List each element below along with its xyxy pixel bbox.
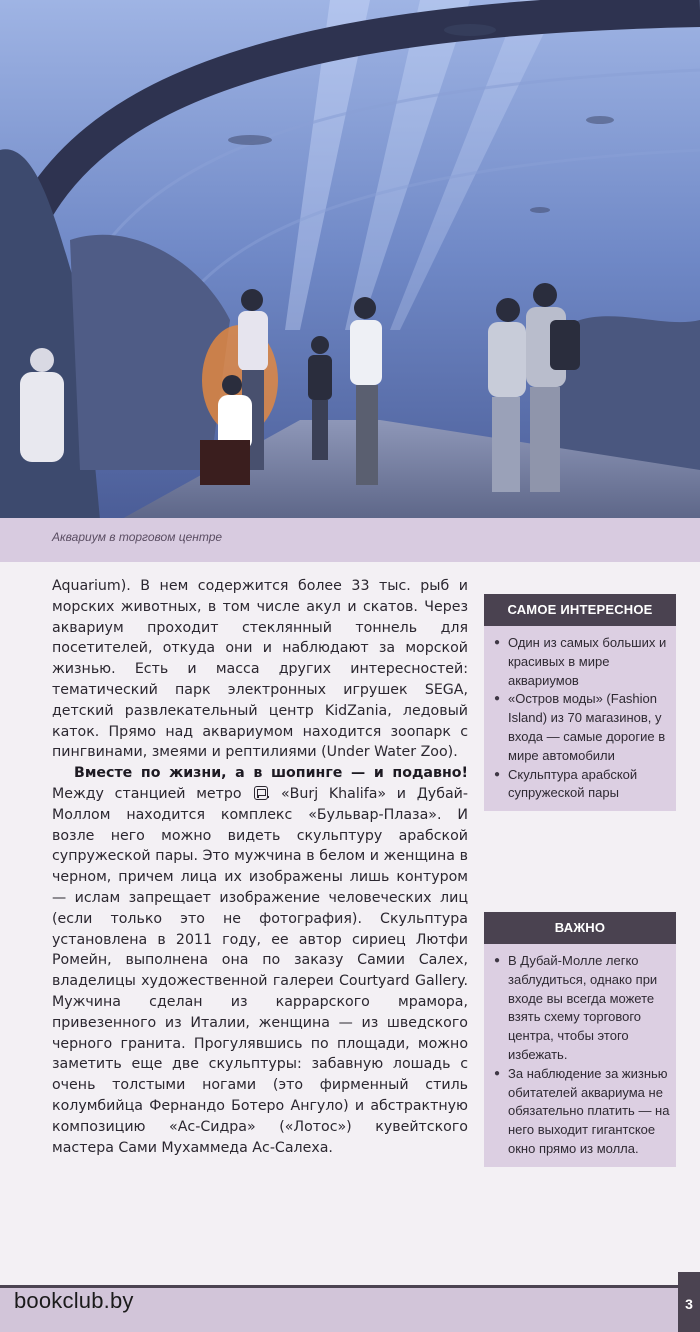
photo-caption: Аквариум в торговом центре xyxy=(52,530,223,544)
sidebar-body xyxy=(484,626,676,811)
caption-band xyxy=(0,518,700,562)
metro-icon xyxy=(254,786,268,800)
article-paragraph-2 xyxy=(52,763,468,1158)
list-item: ● «Остров моды» (Fashion Island) из 70 магазинов, у входа — самые дорогие в мире автомобили xyxy=(492,690,670,765)
list-item: ● Скульптура арабской супружеской пары xyxy=(492,766,670,804)
sidebar-title: ВАЖНО xyxy=(484,912,676,944)
paragraph-lead: Вместе по жизни, а в шопинге — и подавно! xyxy=(74,765,468,782)
sidebar-most-interesting xyxy=(484,594,676,811)
paragraph-text-after-icon: «Burj Khalifa» и Дубай-Моллом находится комплекс «Бульвар-Плаза». И возле него можно видеть скульптуру арабской супружеской пары. Это мужчина в белом и женщина в черном, причем лица их изображены лишь контуром — ислам запрещает изображение человеческих лиц (если только это не фотография). Скульптура установлена в 2011 году, ее автор сириец Лютфи Ромейн, выполнена она по заказу Самии Салех, владелицы художественной галереи Courtyard Gallery. Мужчина сделан из каррарского мрамора, привезенного из Италии, женщина — из шведского черного гранита. Прогулявшись по площади, можно заметить еще две скульптуры: забавную лошадь с очень толстыми ногами (это фирменный стиль колумбийца Фернандо Ботеро Ангуло) и абстрактную композицию «Ас-Сидра» («Лотос») кувейтского мастера Сами Мухаммеда Ас-Салеха. xyxy=(52,785,468,1156)
aquarium-tunnel-illustration xyxy=(0,0,700,520)
list-item: ● Один из самых больших и красивых в мире аквариумов xyxy=(492,634,670,690)
article-paragraph-1: Aquarium). В нем содержится более 33 тыс. рыб и морских животных, в том числе акул и скатов. Через аквариум проходит стеклянный тоннель для посетителей, откуда они и наблюдают за морской жизнью. Есть и масса других интересностей: тематический парк электронных игрушек SEGA, детский развлекательный центр KidZania, ледовый каток. Прямо над аквариумом находится зоопарк с пингвинами, змеями и рептилиями (Under Water Zoo). xyxy=(52,578,468,761)
sidebar-body xyxy=(484,944,676,1167)
site-watermark: bookclub.by xyxy=(14,1288,134,1313)
aquarium-photo xyxy=(0,0,700,520)
sidebar-title: САМОЕ ИНТЕРЕСНОЕ xyxy=(484,594,676,626)
page-number: 3 xyxy=(678,1272,700,1332)
sidebar-important xyxy=(484,912,676,1167)
list-item: ● За наблюдение за жизнью обитателей аквариума не обязательно платить — на него выходит гигантское окно прямо из молла. xyxy=(492,1065,670,1159)
list-item: ● В Дубай-Молле легко заблудиться, однако при входе вы всегда можете взять схему торгового центра, чтобы этого избежать. xyxy=(492,952,670,1065)
paragraph-text-before-icon: Между станцией метро xyxy=(52,785,253,802)
article-body xyxy=(52,576,468,1158)
